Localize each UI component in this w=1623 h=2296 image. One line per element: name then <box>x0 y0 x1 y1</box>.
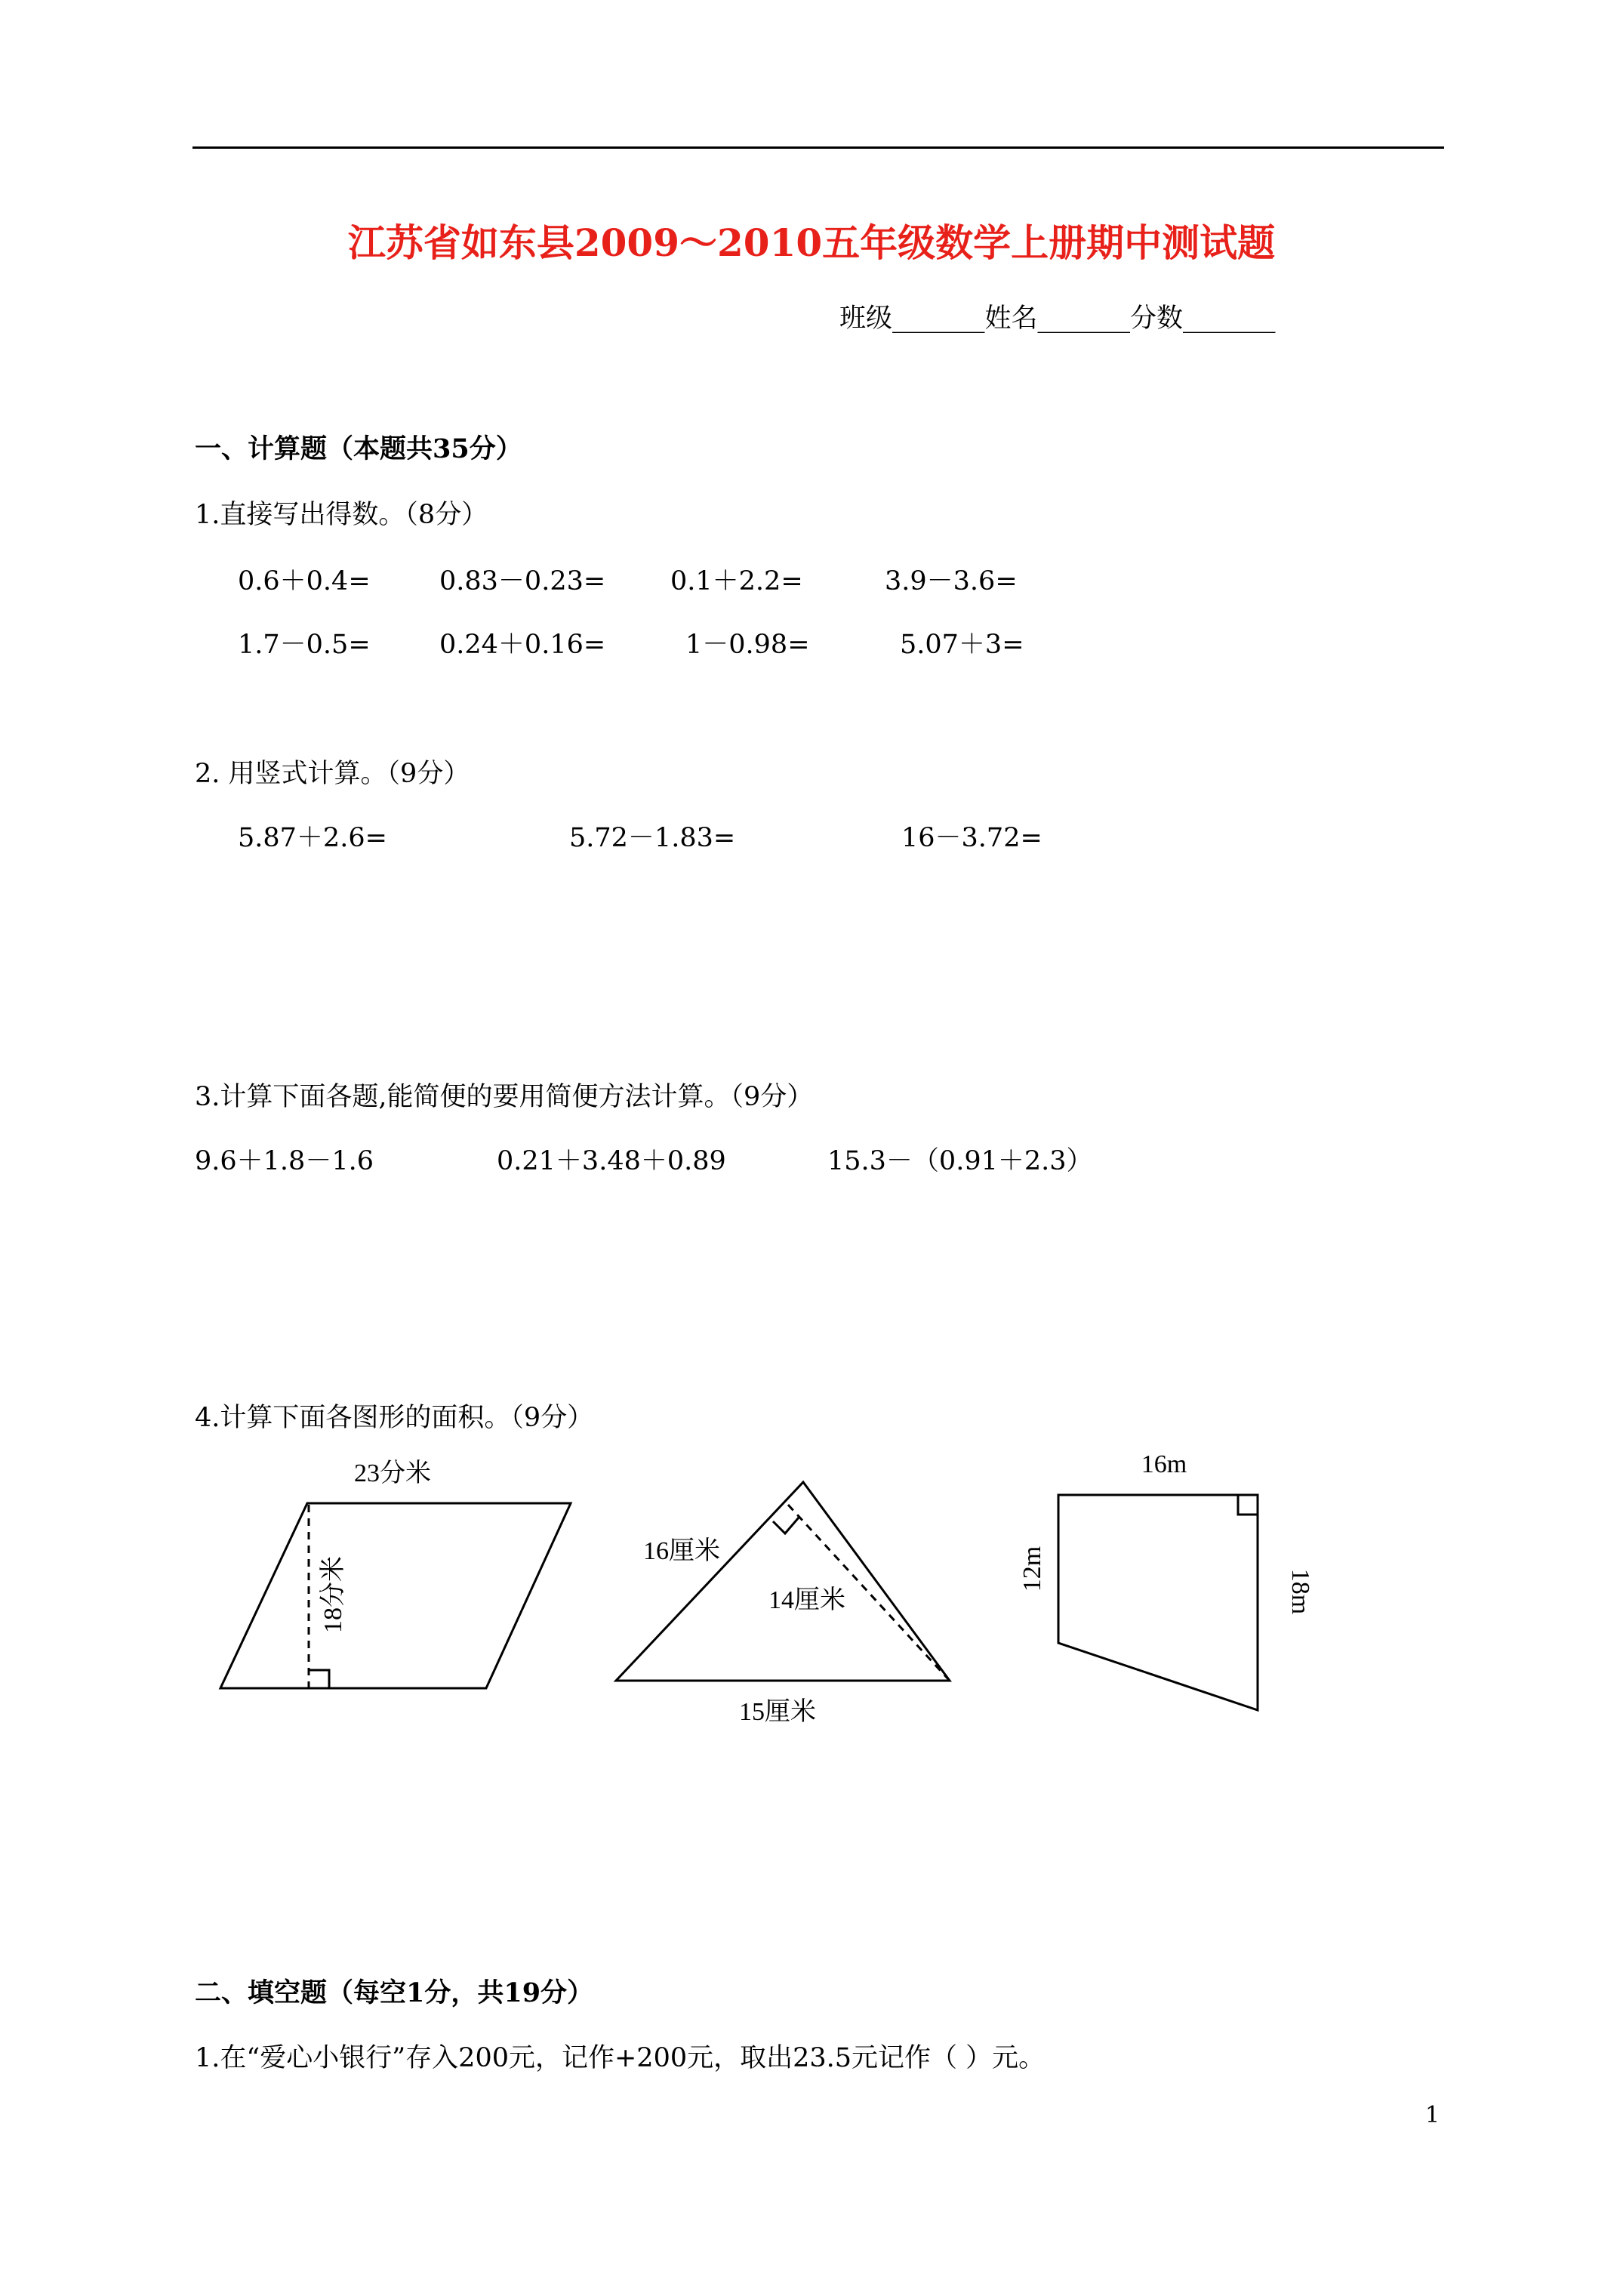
q1-expr: 1－0.98= <box>685 630 810 660</box>
q1-expr: 1.7－0.5= <box>238 630 371 660</box>
page-number: 1 <box>1425 2102 1440 2128</box>
q1-label: 1.直接写出得数。（8分） <box>195 500 488 530</box>
q1-expr: 0.83－0.23= <box>439 566 606 596</box>
q2-expr: 16－3.72= <box>901 823 1042 853</box>
triangle-side-label: 16厘米 <box>643 1537 720 1565</box>
trapezoid-left-label: 12m <box>1018 1546 1046 1592</box>
q2-expr: 5.87＋2.6= <box>238 823 387 853</box>
q4-label: 4.计算下面各图形的面积。（9分） <box>195 1403 594 1433</box>
q1-expr: 3.9－3.6= <box>885 566 1018 596</box>
student-info-line: 班级_______姓名_______分数_______ <box>839 304 1276 334</box>
q1-expr: 0.24＋0.16= <box>439 630 606 660</box>
parallelogram-figure <box>220 1503 571 1688</box>
parallelogram-height-label: 18分米 <box>319 1556 347 1633</box>
q3-expr: 15.3－（0.91＋2.3） <box>827 1146 1093 1176</box>
section1-heading: 一、计算题（本题共35分） <box>195 433 522 464</box>
trapezoid-right-label: 18m <box>1286 1568 1314 1615</box>
q3-expr: 9.6＋1.8－1.6 <box>195 1146 374 1176</box>
q1-expr: 0.1＋2.2= <box>670 566 803 596</box>
q3-expr: 0.21＋3.48＋0.89 <box>497 1146 726 1176</box>
parallelogram-base-label: 23分米 <box>354 1459 431 1487</box>
triangle-base-label: 15厘米 <box>739 1698 816 1726</box>
q1-expr: 0.6＋0.4= <box>238 566 371 596</box>
q1-expr: 5.07＋3= <box>900 630 1024 660</box>
q2-expr: 5.72－1.83= <box>569 823 736 853</box>
q3-label: 3.计算下面各题,能简便的要用简便方法计算。（9分） <box>195 1082 814 1112</box>
section2-heading: 二、填空题（每空1分，共19分） <box>195 1977 594 2008</box>
q2-label: 2. 用竖式计算。（9分） <box>195 759 470 789</box>
trapezoid-top-label: 16m <box>1141 1450 1187 1478</box>
triangle-height-label: 14厘米 <box>768 1586 845 1614</box>
section2-q1: 1.在“爱心小银行”存入200元，记作+200元，取出23.5元记作（ ）元。 <box>195 2043 1046 2073</box>
trapezoid-figure <box>1058 1495 1258 1710</box>
document-title: 江苏省如东县2009～2010五年级数学上册期中测试题 <box>347 220 1276 265</box>
triangle-figure <box>616 1482 950 1681</box>
